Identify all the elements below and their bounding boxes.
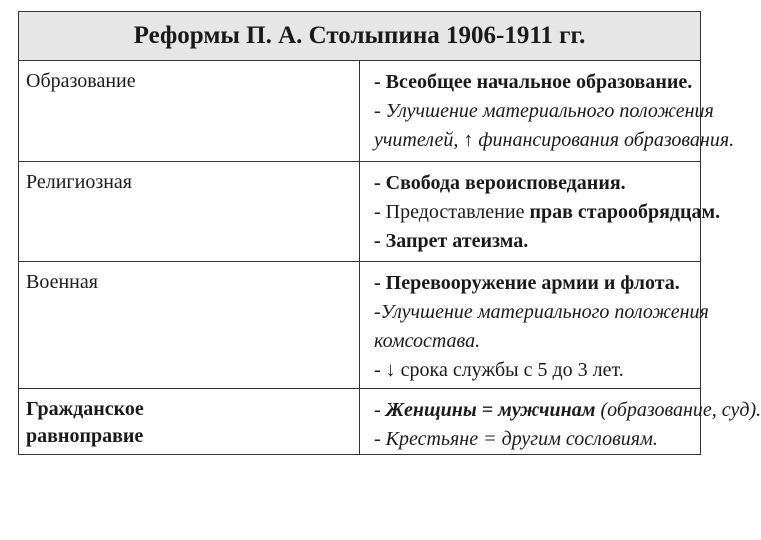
reform-text: Улучшение материального положения bbox=[385, 100, 714, 122]
table-row bbox=[19, 389, 701, 455]
reform-text: - Предоставление bbox=[374, 201, 530, 223]
reform-text: Крестьяне = другим сословиям. bbox=[385, 428, 658, 450]
reform-text: - Всеобщее начальное образование. bbox=[374, 71, 693, 93]
description-line bbox=[374, 97, 714, 126]
description-civil-equality bbox=[360, 389, 761, 455]
reform-text: прав старообрядцам. bbox=[529, 201, 721, 223]
description-line bbox=[374, 425, 694, 454]
reform-text: (образование, суд). bbox=[595, 399, 761, 421]
description-line bbox=[374, 227, 694, 256]
category-military: Военная bbox=[19, 262, 360, 389]
description-line bbox=[374, 269, 694, 298]
description-line bbox=[374, 356, 694, 385]
description-education bbox=[360, 61, 735, 162]
category-civil-equality bbox=[19, 389, 360, 455]
description-religious bbox=[360, 162, 721, 262]
title-row bbox=[19, 12, 701, 61]
reform-text: - Перевооружение армии и флота. bbox=[374, 272, 680, 294]
table-row bbox=[19, 262, 701, 389]
description-line bbox=[374, 396, 761, 425]
reform-text: учителей, ↑ финансирования образования. bbox=[374, 129, 735, 151]
reform-text: - bbox=[374, 100, 386, 122]
category-education: Образование bbox=[19, 61, 360, 162]
reform-text: Улучшение материального положения bbox=[380, 301, 709, 323]
description-line bbox=[374, 68, 694, 97]
reform-text: - bbox=[374, 428, 386, 450]
description-line bbox=[374, 298, 709, 327]
reform-text: - bbox=[374, 301, 381, 323]
reform-text: - bbox=[374, 399, 386, 421]
category-line: Гражданское bbox=[26, 398, 144, 420]
description-line bbox=[374, 126, 735, 155]
category-religious: Религиозная bbox=[19, 162, 360, 262]
table-row bbox=[19, 162, 701, 262]
category-line: равноправие bbox=[26, 425, 144, 447]
description-line bbox=[374, 327, 694, 356]
table-title: Реформы П. А. Столыпина 1906-1911 гг. bbox=[19, 12, 701, 61]
reform-text: комсостава. bbox=[374, 330, 481, 352]
description-line bbox=[374, 169, 694, 198]
description-line bbox=[374, 198, 721, 227]
reform-text: - Запрет атеизма. bbox=[374, 230, 529, 252]
description-military bbox=[360, 262, 709, 389]
reform-text: - ↓ срока службы с 5 до 3 лет. bbox=[374, 359, 624, 381]
reforms-table bbox=[18, 11, 761, 455]
reform-text: Женщины = мужчинам bbox=[385, 399, 596, 421]
reform-text: - Свобода вероисповедания. bbox=[374, 172, 626, 194]
table-row bbox=[19, 61, 701, 162]
